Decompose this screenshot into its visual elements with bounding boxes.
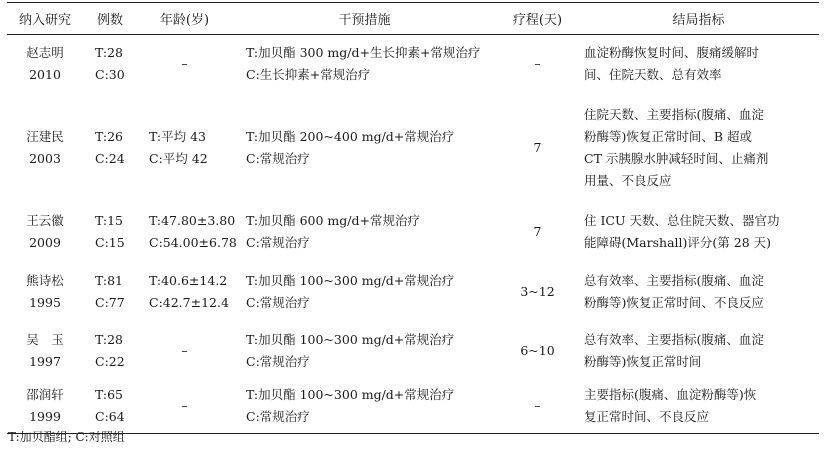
- cases-cell: [83, 202, 137, 262]
- header-intervention: 干预措施: [232, 3, 497, 35]
- study-year: 1999: [29, 409, 61, 425]
- intervention-t: T:加贝酯 100~300 mg/d+常规治疗: [246, 387, 455, 403]
- outcome-cell: [578, 380, 819, 434]
- course-cell: 7: [533, 223, 542, 239]
- outcome-line: 主要指标(腹痛、血淀粉酶等)恢: [584, 387, 757, 403]
- outcome-line: 总有效率、主要指标(腹痛、血淀: [584, 331, 764, 347]
- cases-t: T:15: [95, 212, 124, 228]
- header-outcome: 结局指标: [578, 3, 819, 35]
- intervention-t: T:加贝酯 100~300 mg/d+常规治疗: [246, 272, 455, 288]
- outcome-line: 总有效率、主要指标(腹痛、血淀: [584, 272, 764, 288]
- intervention-t: T:加贝酯 100~300 mg/d+常规治疗: [246, 331, 455, 347]
- cases-c: C:77: [95, 294, 125, 310]
- outcome-line: 间、住院天数、总有效率: [584, 67, 722, 83]
- intervention-cell: [232, 202, 497, 262]
- header-course: 疗程(天): [497, 3, 578, 35]
- cases-cell: [83, 35, 137, 94]
- outcome-line: 用量、不良反应: [584, 172, 672, 188]
- course-cell: –: [497, 380, 578, 434]
- outcome-line: 血淀粉酶恢复时间、腹痛缓解时: [584, 45, 760, 61]
- intervention-c: C:常规治疗: [246, 409, 310, 425]
- table-row: [7, 35, 819, 94]
- outcome-cell: [578, 35, 819, 94]
- cases-c: C:24: [95, 150, 125, 166]
- header-age: 年龄(岁): [137, 3, 232, 35]
- study-cell: [7, 94, 83, 202]
- intervention-t: T:加贝酯 600 mg/d+常规治疗: [246, 212, 420, 228]
- outcome-line: CT 示胰腺水肿减轻时间、止痛剂: [584, 150, 769, 166]
- intervention-c: C:常规治疗: [246, 353, 310, 369]
- age-dash: –: [181, 56, 188, 72]
- outcome-cell: [578, 262, 819, 322]
- outcome-cell: [578, 202, 819, 262]
- intervention-cell: [232, 35, 497, 94]
- study-year: 1997: [29, 353, 61, 369]
- header-study: 纳入研究: [7, 3, 83, 35]
- intervention-c: C:常规治疗: [246, 150, 310, 166]
- cases-cell: [83, 262, 137, 322]
- age-c: C:平均 42: [149, 150, 208, 166]
- study-author: 吴 玉: [26, 331, 64, 347]
- age-cell: [137, 322, 232, 380]
- age-cell: [137, 94, 232, 202]
- intervention-cell: [232, 94, 497, 202]
- outcome-line: 粉酶等)恢复正常时间: [584, 353, 702, 369]
- study-cell: [7, 380, 83, 434]
- age-cell: [137, 202, 237, 262]
- outcome-line: 能障碍(Marshall)评分(第 28 天): [584, 234, 771, 250]
- cases-cell: [83, 94, 137, 202]
- cases-t: T:26: [95, 128, 124, 144]
- outcome-line: 复正常时间、不良反应: [584, 409, 710, 425]
- intervention-c: C:常规治疗: [246, 234, 310, 250]
- cases-cell: [83, 380, 137, 434]
- table-row: [7, 322, 819, 380]
- study-author: 王云徽: [26, 212, 64, 228]
- outcome-cell: [578, 322, 819, 380]
- table-row: [7, 202, 819, 262]
- cases-c: C:15: [95, 234, 125, 250]
- study-cell: [7, 202, 83, 262]
- cases-c: C:22: [95, 353, 125, 369]
- study-cell: [7, 35, 83, 94]
- table-row: [7, 94, 819, 202]
- study-cell: [7, 322, 83, 380]
- header-cases: 例数: [83, 3, 137, 35]
- study-author: 汪建民: [26, 128, 64, 144]
- intervention-t: T:加贝酯 200~400 mg/d+常规治疗: [246, 128, 455, 144]
- included-studies-table: [7, 2, 819, 434]
- study-year: 2003: [29, 150, 61, 166]
- course-cell: 7: [533, 139, 542, 155]
- table-footnote: T:加贝酯组; C:对照组: [8, 430, 125, 444]
- age-cell: [137, 262, 232, 322]
- age-cell: [137, 380, 232, 434]
- outcome-line: 住院天数、主要指标(腹痛、血淀: [584, 106, 764, 122]
- intervention-cell: [232, 322, 497, 380]
- cases-t: T:65: [95, 387, 124, 403]
- cases-t: T:28: [95, 45, 124, 61]
- age-dash: –: [181, 398, 188, 414]
- table-header-row: [7, 3, 819, 35]
- outcome-line: 住 ICU 天数、总住院天数、器官功: [584, 212, 780, 228]
- study-author: 邵润轩: [26, 387, 64, 403]
- cases-c: C:64: [95, 409, 125, 425]
- course-cell: 3~12: [520, 283, 555, 299]
- study-year: 2010: [29, 67, 61, 83]
- table-row: [7, 380, 819, 434]
- intervention-c: C:常规治疗: [246, 294, 310, 310]
- study-table-container: [7, 2, 819, 434]
- age-t: T:47.80±3.80: [149, 212, 236, 228]
- study-year: 1995: [29, 294, 61, 310]
- intervention-t: T:加贝酯 300 mg/d+生长抑素+常规治疗: [246, 45, 481, 61]
- age-dash: –: [181, 342, 188, 358]
- outcome-cell: [578, 94, 819, 202]
- intervention-cell: [232, 380, 497, 434]
- study-author: 熊诗松: [26, 272, 64, 288]
- age-c: C:54.00±6.78: [149, 234, 237, 250]
- course-cell: –: [534, 56, 541, 72]
- cases-t: T:28: [95, 331, 124, 347]
- intervention-cell: [232, 262, 497, 322]
- intervention-c: C:生长抑素+常规治疗: [246, 67, 371, 83]
- cases-t: T:81: [95, 272, 124, 288]
- study-cell: [7, 262, 83, 322]
- outcome-line: 粉酶等)恢复正常时间、B 超或: [584, 128, 753, 144]
- outcome-line: 粉酶等)恢复正常时间、不良反应: [584, 294, 764, 310]
- age-cell: [137, 35, 232, 94]
- cases-c: C:30: [95, 67, 125, 83]
- cases-cell: [83, 322, 137, 380]
- age-t: T:平均 43: [149, 128, 206, 144]
- age-t: T:40.6±14.2: [149, 272, 228, 288]
- course-cell: 6~10: [520, 342, 555, 358]
- age-c: C:42.7±12.4: [149, 294, 229, 310]
- table-row: [7, 262, 819, 322]
- study-year: 2009: [29, 234, 61, 250]
- study-author: 赵志明: [26, 45, 64, 61]
